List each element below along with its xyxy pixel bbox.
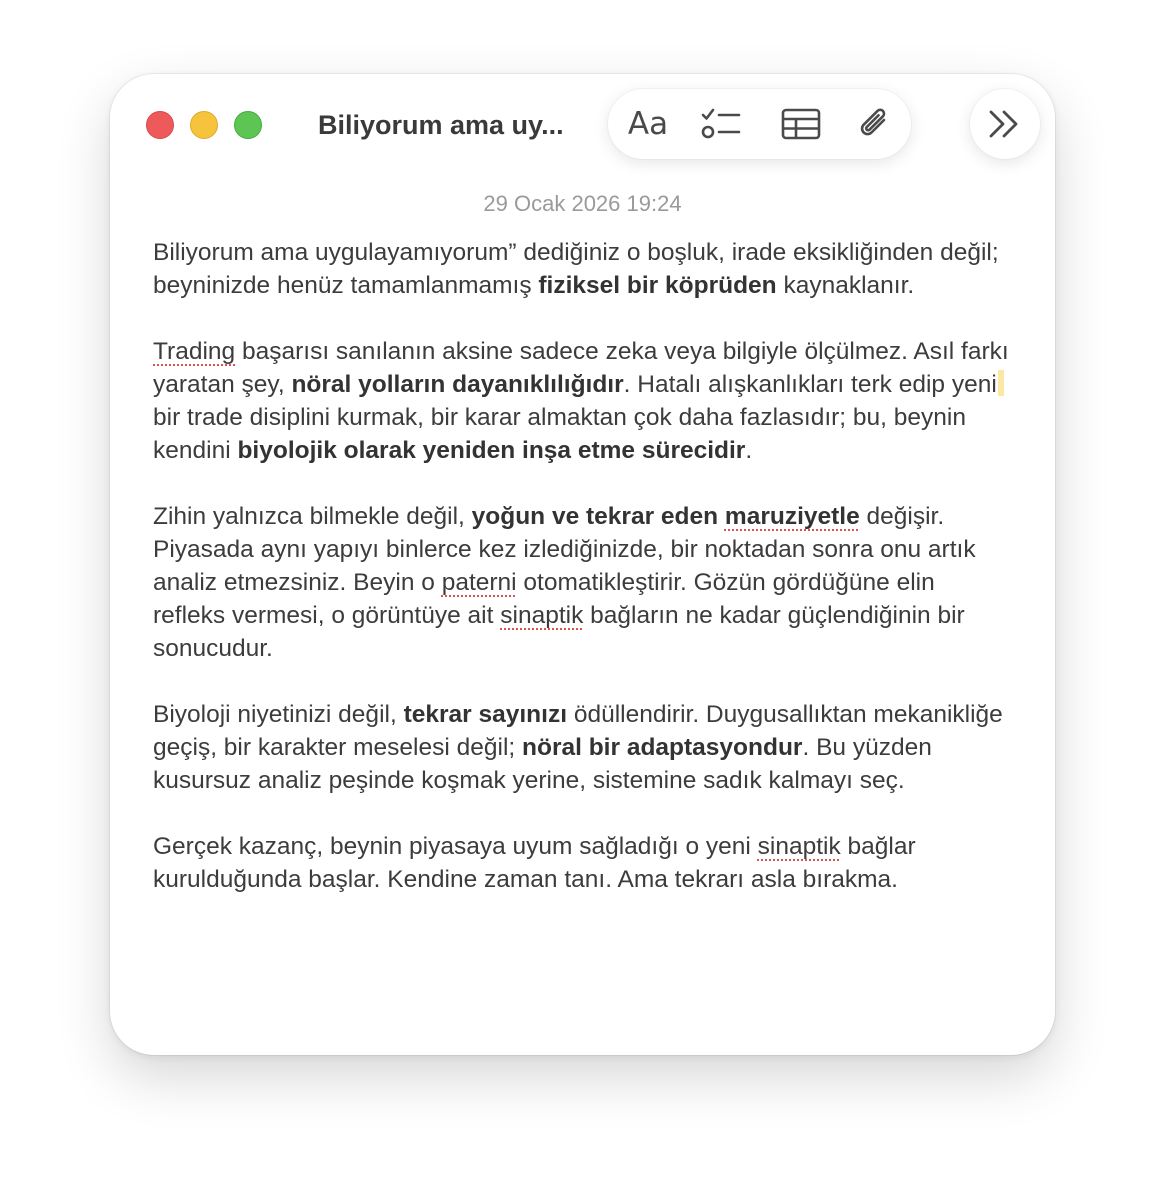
text-run: bağlar kurulduğunda başlar. Kendine zaman tanı. Ama tekrarı asla bırakma. bbox=[153, 833, 916, 893]
paperclip-icon bbox=[857, 105, 891, 143]
bold-text: nöral yolların dayanıklılığıdır bbox=[291, 371, 624, 398]
format-button[interactable] bbox=[623, 102, 673, 146]
misspelled-word: sinaptik bbox=[757, 833, 841, 860]
text-run: Biyoloji niyetinizi değil, bbox=[153, 701, 404, 728]
text-run: ödüllendirir. Duygusallıktan mekanikliğe geçiş, bir karakter meselesi değil; bbox=[153, 701, 1003, 761]
zoom-button[interactable] bbox=[234, 111, 262, 139]
misspelled-word: maruziyetle bbox=[724, 503, 860, 530]
text-run: kaynaklanır. bbox=[776, 272, 915, 299]
text-run: Biliyorum ama uygulayamıyorum” dediğiniz o boşluk, irade eksikliğinden değil; beyninizde henüz tamamlanmamış bbox=[153, 239, 999, 299]
format-label: Aa bbox=[627, 106, 669, 142]
note-body[interactable] bbox=[153, 236, 1013, 896]
misspelled-word: sinaptik bbox=[500, 602, 584, 629]
text-run: Gerçek kazanç, beynin piyasaya uyum sağladığı o yeni bbox=[153, 833, 758, 860]
minimize-button[interactable] bbox=[190, 111, 218, 139]
bold-text: fiziksel bir köprüden bbox=[538, 272, 777, 299]
note-date: 29 Ocak 2026 19:24 bbox=[483, 191, 682, 216]
text-run: başarısı sanılanın aksine sadece zeka veya bilgiyle ölçülmez. Asıl farkı yaratan şey, bbox=[153, 338, 1009, 398]
paragraph-1 bbox=[153, 236, 1013, 302]
text-run: değişir. Piyasada aynı yapıyı binlerce kez izlediğinizde, bir noktadan sonra onu artık analiz etmezsiniz. Beyin o bbox=[153, 503, 976, 596]
text-cursor bbox=[998, 370, 1004, 396]
misspelled-word: Trading bbox=[153, 338, 236, 365]
text-run: . Bu yüzden kusursuz analiz peşinde koşmak yerine, sistemine sadık kalmayı seç. bbox=[153, 734, 932, 794]
table-icon bbox=[781, 108, 821, 140]
checklist-button[interactable] bbox=[696, 102, 746, 146]
toolbar bbox=[608, 89, 911, 159]
close-button[interactable] bbox=[146, 111, 174, 139]
expand-button[interactable] bbox=[970, 89, 1040, 159]
bold-text: yoğun ve tekrar eden bbox=[471, 503, 725, 530]
text-run: bağların ne kadar güçlendiğinin bir sonucudur. bbox=[153, 602, 965, 662]
paragraph-2 bbox=[153, 335, 1013, 467]
text-run: bir trade disiplini kurmak, bir karar almaktan çok daha fazlasıdır; bu, beynin kendini bbox=[153, 404, 966, 464]
misspelled-word: paterni bbox=[441, 569, 517, 596]
text-run: otomatikleştirir. Gözün gördüğüne elin refleks vermesi, o görüntüye ait bbox=[153, 569, 935, 629]
checklist-icon bbox=[701, 107, 741, 141]
bold-text: nöral bir adaptasyondur bbox=[522, 734, 803, 761]
text-run: Zihin yalnızca bilmekle değil, bbox=[153, 503, 472, 530]
text-run: . Hatalı alışkanlıkları terk edip yeni bbox=[623, 371, 997, 398]
attach-button[interactable] bbox=[849, 102, 899, 146]
paragraph-5 bbox=[153, 830, 1013, 896]
bold-text: tekrar sayınızı bbox=[403, 701, 568, 728]
notes-window bbox=[110, 74, 1055, 1055]
chevron-double-right-icon bbox=[988, 109, 1022, 139]
bold-text: biyolojik olarak yeniden inşa etme sürecidir bbox=[237, 437, 746, 464]
window-title: Biliyorum ama uy... bbox=[318, 110, 564, 140]
paragraph-3 bbox=[153, 500, 1013, 665]
paragraph-4 bbox=[153, 698, 1013, 797]
text-run: . bbox=[745, 437, 753, 464]
table-button[interactable] bbox=[776, 102, 826, 146]
